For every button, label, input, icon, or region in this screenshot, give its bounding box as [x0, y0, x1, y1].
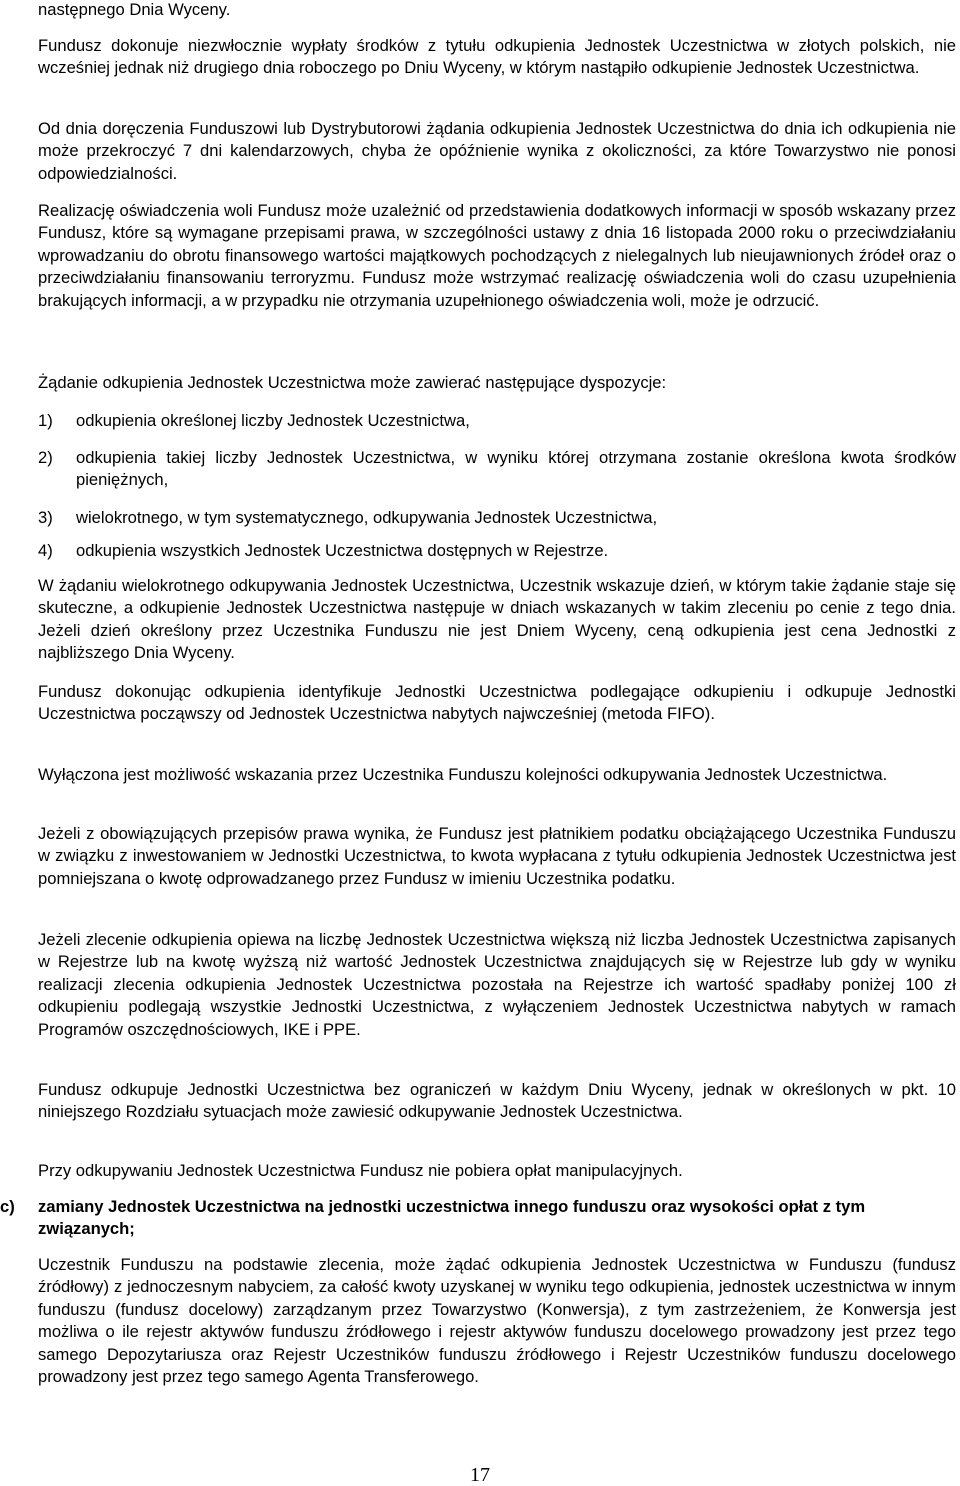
paragraph-multiple-redemption: W żądaniu wielokrotnego odkupywania Jednostek Uczestnictwa, Uczestnik wskazuje dzień, w którym takie żądanie staje się skuteczne, a odkupienie Jednostek Uczestnictwa następuje w dniach wskazanych w takim zleceniu po cenie z tego dnia. Jeżeli dzień określony przez Uczestnika Funduszu nie jest Dniem Wyceny, ceną odkupienia jest cena Jednostki z najbliższego Dnia Wyceny. [38, 576, 956, 663]
paragraph-tax: Jeżeli z obowiązujących przepisów prawa wynika, że Fundusz jest płatnikiem podatku obciążającego Uczestnika Funduszu w związku z inwestowaniem w Jednostki Uczestnictwa, to kwota wypłacana z tytułu odkupienia Jednostek Uczestnictwa jest pomniejszana o kwotę odprowadzanego przez Fundusz w imieniu Uczestnika podatku. [38, 824, 956, 888]
list-item-text: odkupienia takiej liczby Jednostek Uczestnictwa, w wyniku której otrzymana zostanie określona kwota środków pieniężnych, [76, 448, 956, 490]
list-item-number: 1) [38, 411, 53, 430]
paragraph-excess-order: Jeżeli zlecenie odkupienia opiewa na liczbę Jednostek Uczestnictwa większą niż liczba Jednostek Uczestnictwa zapisanych w Rejestrze lub na kwotę wyższą niż wartość Jednostek Uczestnictwa znajdujących się w Rejestrze lub gdy w wyniku realizacji zlecenia odkupienia Jednostek Uczestnictwa pozostała na Rejestrze ich wartość spadłaby poniżej 100 zł odkupieniu podlegają wszystkie Jednostki Uczestnictwa, z wyłączeniem Jednostek Uczestnictwa nabytych w ramach Programów oszczędnościowych, IKE i PPE. [38, 930, 956, 1039]
paragraph-no-limits: Fundusz odkupuje Jednostki Uczestnictwa bez ograniczeń w każdym Dniu Wyceny, jednak w określonych w pkt. 10 niniejszego Rozdziału sytuacjach może zawiesić odkupywanie Jednostek Uczestnictwa. [38, 1080, 956, 1122]
page-number: 17 [470, 1464, 490, 1486]
paragraph-conversion: Uczestnik Funduszu na podstawie zlecenia, może żądać odkupienia Jednostek Uczestnictwa w Funduszu (fundusz źródłowy) z jednoczesnym nabyciem, za całość kwoty uzyskanej w wyniku tego odkupienia, jednostek uczestnictwa w innym funduszu (fundusz docelowy) zarządzanym przez Towarzystwo (Konwersja), z tym zastrzeżeniem, że Konwersja jest możliwa o ile rejestr aktywów funduszu źródłowego i rejestr aktywów funduszu docelowego prowadzony jest przez tego samego Depozytariusza oraz Rejestr Uczestników funduszu źródłowego i Rejestr Uczestników funduszu docelowego prowadzony jest przez tego samego Agenta Transferowego. [38, 1255, 956, 1387]
list-item [38, 410, 956, 432]
list-item [38, 447, 956, 492]
paragraph-order-excluded: Wyłączona jest możliwość wskazania przez Uczestnika Funduszu kolejności odkupywania Jednostek Uczestnictwa. [38, 765, 888, 784]
section-marker: c) [0, 1197, 15, 1216]
list-item-number: 2) [38, 448, 53, 467]
paragraph-dispositions-intro: Żądanie odkupienia Jednostek Uczestnictwa może zawierać następujące dyspozycje: [38, 373, 667, 392]
list-item [38, 507, 956, 529]
section-heading-text: zamiany Jednostek Uczestnictwa na jednostki uczestnictwa innego funduszu oraz wysokości opłat z tym związanych; [38, 1197, 866, 1239]
list-item-number: 4) [38, 541, 53, 560]
list-item-text: wielokrotnego, w tym systematycznego, odkupywania Jednostek Uczestnictwa, [76, 508, 658, 527]
list-item [38, 540, 956, 562]
list-item-text: odkupienia wszystkich Jednostek Uczestnictwa dostępnych w Rejestrze. [76, 541, 609, 560]
paragraph-additional-info: Realizację oświadczenia woli Fundusz może uzależnić od przedstawienia dodatkowych informacji w sposób wskazany przez Fundusz, które są wymagane przepisami prawa, w szczególności ustawy z dnia 16 listopada 2000 roku o przeciwdziałaniu wprowadzaniu do obrotu finansowego wartości majątkowych pochodzących z nielegalnych lub nieujawnionych źródeł oraz o przeciwdziałaniu finansowaniu terroryzmu. Fundusz może wstrzymać realizację oświadczenia woli do czasu uzupełnienia brakujących informacji, a w przypadku nie otrzymania uzupełnionego oświadczenia woli, może je odrzucić. [38, 201, 956, 310]
paragraph-no-fees: Przy odkupywaniu Jednostek Uczestnictwa Fundusz nie pobiera opłat manipulacyjnych. [38, 1161, 683, 1180]
paragraph-payout: Fundusz dokonuje niezwłocznie wypłaty środków z tytułu odkupienia Jednostek Uczestnictwa w złotych polskich, nie wcześniej jednak niż drugiego dnia roboczego po Dniu Wyceny, w którym nastąpiło odkupienie Jednostek Uczestnictwa. [38, 36, 956, 78]
paragraph-deadline: Od dnia doręczenia Funduszowi lub Dystrybutorowi żądania odkupienia Jednostek Uczestnictwa do dnia ich odkupienia nie może przekroczyć 7 dni kalendarzowych, chyba że opóźnienie wynika z okoliczności, za które Towarzystwo nie ponosi odpowiedzialności. [38, 119, 956, 183]
list-item-text: odkupienia określonej liczby Jednostek Uczestnictwa, [76, 411, 470, 430]
paragraph-fifo: Fundusz dokonując odkupienia identyfikuje Jednostki Uczestnictwa podlegające odkupieniu i odkupuje Jednostki Uczestnictwa począwszy od Jednostek Uczestnictwa nabytych najwcześniej (metoda FIFO). [38, 682, 956, 724]
list-item-number: 3) [38, 508, 53, 527]
continuation-line: następnego Dnia Wyceny. [38, 0, 231, 19]
section-heading [0, 1196, 956, 1241]
